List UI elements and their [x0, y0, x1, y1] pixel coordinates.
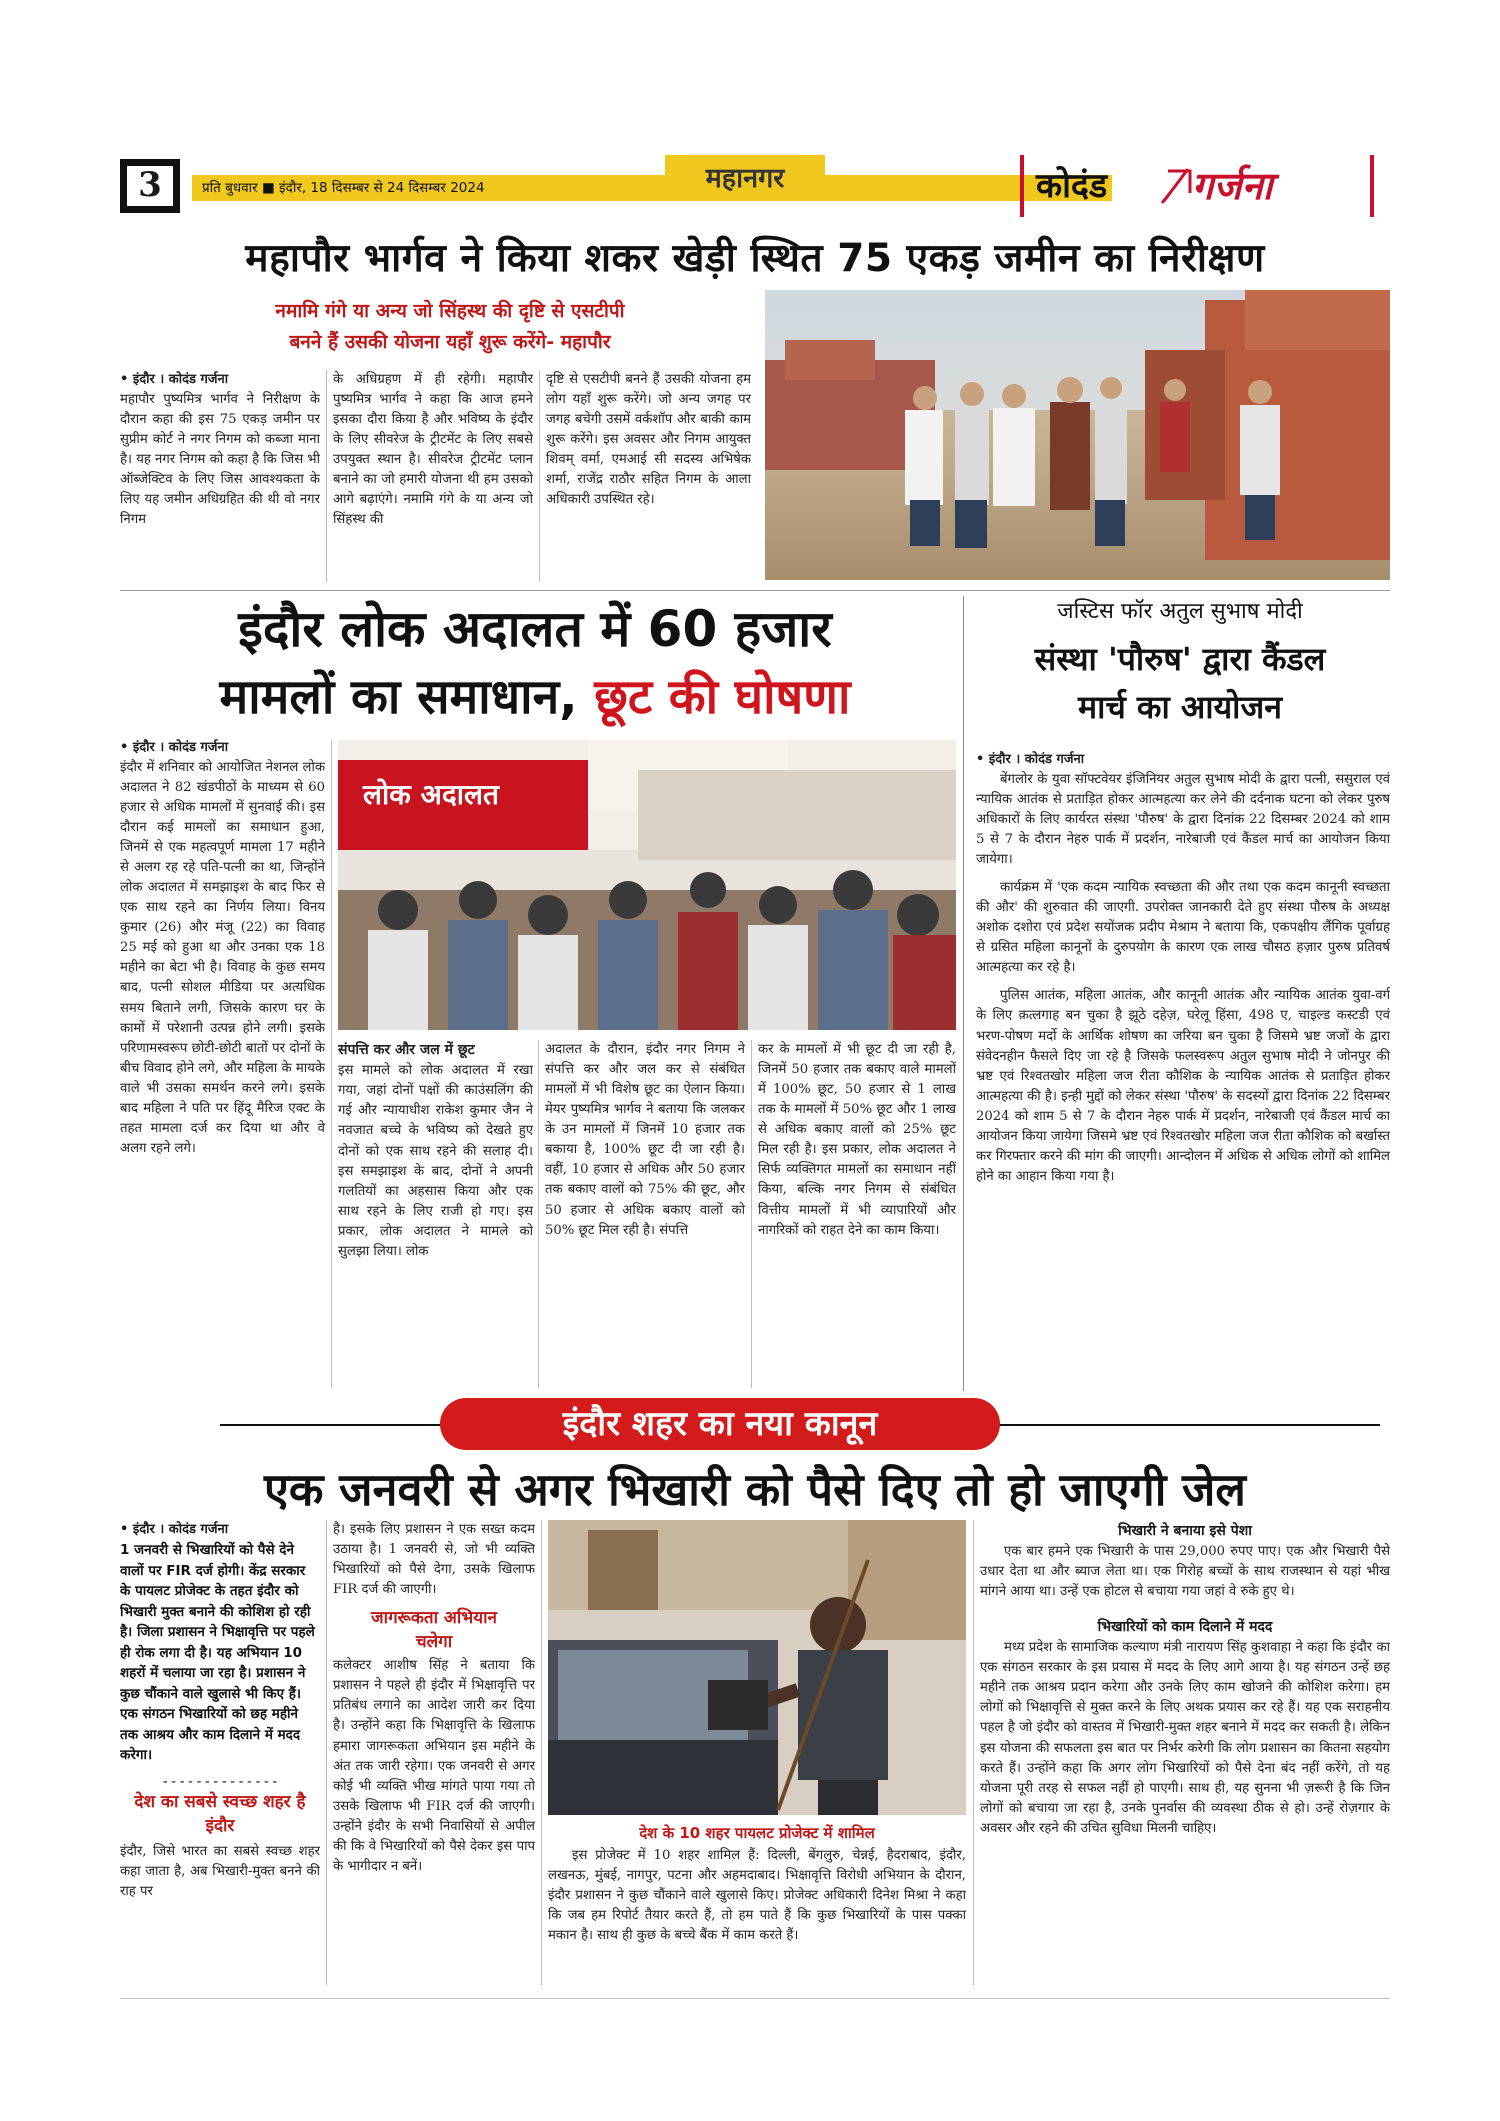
story1-photo [765, 290, 1390, 580]
page-number: 3 [138, 165, 162, 205]
story1-subhead-line2: बनने हैं उसकी योजना यहाँ शुरू करेंगे- महापौर [289, 331, 611, 353]
story4-sub4: भिखारियों को काम दिलाने में मदद [1097, 1619, 1273, 1636]
story1-column-3: दृष्टि से एसटीपी बनने हैं उसकी योजना हम लोग यहाँ शुरू करेंगे। जो अन्य जगह पर जगह बचेगी उसमें वर्कशॉप और बाकी काम शुरू करेंगे। इस अवसर और निगम आयुक्त शिवम् वर्मा, एमआई सी सदस्य अभिषेक शर्मा, राजेंद्र राठौर सहित निगम के आला अधिकारी उपस्थित रहे। [546, 372, 751, 508]
story2-byline: • इंदौर । कोदंड गर्जना [120, 740, 229, 755]
story4-banner-text: इंदौर शहर का नया कानून [562, 1404, 878, 1444]
story4-sub3-text: एक बार हमने एक भिखारी के पास 29,000 रुपए पाए। एक और भिखारी पैसे उधार देता था और ब्याज लेता था। एक गिरोह बच्चों के साथ राजस्थान से यहां भीख मांगने आया था। उन्हें एक होटल से बचाया गया जहां वे रुके हुए थे। [980, 1544, 1390, 1600]
story4-headline: एक जनवरी से अगर भिखारी को पैसे दिए तो हो जाएगी जेल [264, 1463, 1246, 1516]
story3-para-2: कार्यक्रम में 'एक कदम न्यायिक स्वच्छता की और तथा एक कदम कानूनी स्वच्छता की और' की शुरुवात की जाएगी. उपरोक्त जानकारी देते हुए संस्था पौरुष के अध्यक्ष अशोक दशोरा एवं प्रदेश सयोंजक प्रदीप मेश्राम ने बताया कि, एकपक्षीय लैंगिक पूर्वाग्रह से ग्रसित महिला कानूनों के दुरुपयोग के कारण एक लाख चौसठ हज़ार पुरुष प्रतिवर्ष आत्महत्या कर रहे है। [976, 880, 1390, 976]
logo-text-dark: कोदंड [1036, 166, 1108, 206]
column-divider [751, 1040, 752, 1388]
logo-bar-right [1370, 155, 1374, 217]
story3-kicker: जस्टिस फॉर अतुल सुभाष मोदी [1057, 599, 1303, 624]
story4-byline: • इंदौर । कोदंड गर्जना [120, 1522, 229, 1537]
story1-column-1 [120, 370, 320, 585]
mayor-inspection-photo [765, 290, 1390, 580]
story3-headline-line1: संस्था 'पौरुष' द्वारा कैंडल [1034, 640, 1326, 678]
story4-column-2 [333, 1520, 535, 1990]
column-divider [326, 1520, 327, 1985]
column-divider [973, 1520, 974, 1985]
story4-sub1: देश का सबसे स्वच्छ शहर है इंदौर [134, 1791, 306, 1836]
story3-byline: • इंदौर । कोदंड गर्जना [976, 752, 1085, 767]
story3-headline-line2: मार्च का आयोजन [1078, 688, 1282, 726]
masthead [120, 155, 1390, 217]
lok-adalat-banner: लोक अदालत [363, 778, 499, 811]
beggar-photo [548, 1520, 966, 1815]
story1-col1-text: महापौर पुष्यमित्र भार्गव ने निरीक्षण के दौरान कहा की इस 75 एकड़ जमीन पर सुप्रीम कोर्ट ने नगर निगम को कब्जा माना है। यह नगर निगम को कहा है कि जिस भी ऑब्जेक्टिव के लिए जिस आवश्यकता के लिए यह जमीन अधिग्रहित की थी वो नगर निगम [120, 391, 320, 528]
story1-byline: • इंदौर । कोदंड गर्जना [120, 372, 229, 387]
story3-para-3: पुलिस आतंक, महिला आतंक, और कानूनी आतंक और न्यायिक आतंक युवा-वर्ग के लिए क़त्लगाह बन चुका है झूठे दहेज़, घरेलू हिंसा, 498 ए, चाइल्ड कस्टडी एवं भरण-पोषण मर्दो के आर्थिक शोषण का जरिया बन चुका है जिसमे भ्रष्ट जजों के द्वारा संवेदनहीन फैसले दिए जा रहे है जिसके फलस्वरूप अतुल सुभाष मोदी ने जोनपुर की भ्रष्ट एवं रिश्वतखोर महिला जज रीता कौशिक के न्यायिक आतंक से प्रताड़ित होकर आत्महत्या की है। इन्ही मुद्दों को लेकर संस्था 'पौरुष' के सदस्यों द्वारा दिनांक 22 दिसम्बर 2024 को शाम 5 से 7 के दौरान नेहरु पार्क में प्रदर्शन, नारेबाजी एवं कैंडल मार्च का आयोजन किया जायेगा जिसमे भ्रष्ट एवं रिश्वतखोर महिला जज रीता कौशिक को बर्खास्त कर गिरफ्तार करने की मांग की जाएगी। आन्दोलन में अधिक से अधिक लोगों को शामिल होने का आहान किया गया है। [976, 988, 1390, 1184]
story2-column-2 [338, 1040, 533, 1390]
story4-sub3: भिखारी ने बनाया इसे पेशा [1118, 1523, 1252, 1539]
section-divider [120, 590, 1390, 591]
story2-column-3: अदालत के दौरान, इंदौर नगर निगम ने संपत्ति कर और जल कर से संबंधित मामलों में भी विशेष छूट का ऐलान किया। मेयर पुष्यमित्र भार्गव ने बताया कि जलकर के उन मामलों में जिनमें 10 हजार तक बकाया है, 100% छूट दी जा रही है। वहीं, 10 हजार से अधिक और 50 हजार तक बकाए वालों को 75% की छूट, और 50 हजार से अधिक बकाए वालों को 50% छूट मिल रही है। संपत्ति [545, 1042, 745, 1238]
column-divider [538, 1040, 539, 1388]
story2-headline-red: छूट की घोषणा [594, 669, 851, 725]
story2-col1-text: इंदौर में शनिवार को आयोजित नेशनल लोक अदालत ने 82 खंडपीठों के माध्यम से 60 हजार से अधिक मामलों में सुनवाई की। इस दौरान कई मामलों का समाधान हुआ, जिनमें से एक महत्वपूर्ण मामला 17 महीने से अलग रह रहे पति-पत्नी का था, जिन्होंने लोक अदालत में समझाइश के बाद फिर से एक साथ रहने का निर्णय लिया। विनय कुमार (26) और मंजू (22) का विवाह 25 मई को हुआ था और उनका एक 18 महीने का बेटा भी है। विवाह के कुछ समय बाद, पत्नी सोशल मीडिया पर अत्यधिक समय बिताने लगी, जिसके कारण घर के कामों में परेशानी उत्पन्न होने लगी। इसके परिणामस्वरूप छोटी-छोटी बातों पर दोनों के बीच विवाद होने लगे, और महिला के मायके वाले भी उसका समर्थन करने लगे। इसके बाद महिला ने पति पर हिंदू मैरिज एक्ट के तहत मामला दर्ज कर दिया था और वे अलग रहने लगे। [120, 759, 325, 1156]
story2-photo [338, 740, 956, 1030]
story4-photo-caption: देश के 10 शहर पायलट प्रोजेक्ट में शामिल [639, 1824, 875, 1842]
logo-text-red: गर्जना [1192, 164, 1273, 208]
story-divider [963, 596, 964, 1391]
story2-headline-black: मामलों का समाधान, [219, 669, 578, 725]
logo [1030, 157, 1350, 213]
story3-body [976, 750, 1390, 1390]
story4-sub1-text: इंदौर, जिसे भारत का सबसे स्वच्छ शहर कहा जाता है, अब भिखारी-मुक्त बनने की राह पर [120, 1843, 320, 1899]
story2-col2-text: इस मामले को लोक अदालत में रखा गया, जहां दोनों पक्षों की काउंसलिंग की गई और न्यायाधीश राकेश कुमार जैन ने नवजात बच्चे के भविष्य को देखते हुए दोनों को एक साथ रहने की सलाह दी। इस समझाइश के बाद, दोनों ने अपनी गलतियों का अहसास किया और एक साथ रहने के लिए राजी हो गए। इस प्रकार, लोक अदालत ने मामले को सुलझा लिया। लोक [338, 1063, 533, 1259]
page-bottom-rule [120, 1998, 1390, 1999]
story2-column-1 [120, 738, 325, 1393]
column-divider [541, 1520, 542, 1985]
story4-column-3: इस प्रोजेक्ट में 10 शहर शामिल हैं: दिल्ली, बेंगलुरु, चेन्नई, हैदराबाद, इंदौर, लखनऊ, मुंबई, नागपुर, पटना और अहमदाबाद। भिक्षावृत्ति विरोधी अभियान के दौरान, इंदौर प्रशासन ने कुछ चौंकाने वाले खुलासे किए। प्रोजेक्ट अधिकारी दिनेश मिश्रा ने कहा कि जब हम रिपोर्ट तैयार करते हैं, तो हम पाते हैं कि कुछ भिखारियों के पास पक्का मकान है। साथ ही कुछ के बच्चे बैंक में काम करते हैं। [548, 1848, 966, 1944]
story4-sub4-text: मध्य प्रदेश के सामाजिक कल्याण मंत्री नारायण सिंह कुशवाहा ने कहा कि इंदौर का एक संगठन सरकार के इस प्रयास में मदद के लिए आगे आया है। यह संगठन उन्हें छह महीने तक आश्रय प्रदान करेगा और उनके लिए काम खोजने की कोशिश करेगा। हम लोगों को भिक्षावृत्ति से मुक्त करने के लिए अथक प्रयास कर रहे हैं। यह एक सराहनीय पहल है जो इंदौर को वास्तव में भिखारी-मुक्त शहर बनाने में मदद कर सकती है। लेकिन इस योजना की सफलता इस बात पर निर्भर करेगी कि लोग प्रशासन का कितना सहयोग करते हैं। उन्होंने कहा कि अगर लोग भिखारियों को पैसे देना बंद नहीं करेंगे, तो यह योजना पूरी तरह से सफल नहीं हो पाएगी। साथ ही, यह सुनना भी ज़रूरी है कि जिन लोगों को बचाया जा रहा है, उनके पुनर्वास की व्यवस्था ठीक से हो। उन्हें रोज़गार के अवसर और रहने की उचित सुविधा मिलनी चाहिए। [980, 1640, 1390, 1836]
column-divider [326, 370, 327, 582]
story4-banner [440, 1398, 1000, 1450]
story2-headline-line2 [120, 664, 950, 730]
story4-column-1 [120, 1520, 320, 1990]
story1-headline: महापौर भार्गव ने किया शकर खेड़ी स्थित 75 एकड़ जमीन का निरीक्षण [245, 236, 1265, 281]
story4-divider: -------------- [160, 1773, 279, 1790]
story3-para-1: बेंगलोर के युवा सॉफ्टवेयर इंजिनियर अतुल सुभाष मोदी के द्वारा पत्नी, ससुराल एवं न्यायिक आतंक से प्रताड़ित होकर आत्महत्या कर लेने की दर्दनाक घटना को लेकर पुरुष अधिकारों के लिए कार्यरत संस्था 'पौरुष' के द्वारा दिनांक 22 दिसम्बर 2024 को शाम 5 से 7 के दौरान नेहरु पार्क में प्रदर्शन, नारेबाजी एवं कैंडल मार्च का आयोजन किया जायेगा। [976, 771, 1390, 867]
logo-bow-icon [1160, 165, 1194, 205]
dateline: प्रति बुधवार ■ इंदौर, 18 दिसम्बर से 24 दिसम्बर 2024 [202, 180, 485, 196]
story4-col2-body: कलेक्टर आशीष सिंह ने बताया कि प्रशासन ने पहले ही इंदौर में भिक्षावृत्ति पर प्रतिबंध लगाने का आदेश जारी कर दिया है। उन्होंने कहा कि भिक्षावृत्ति के खिलाफ हमारा जागरूकता अभियान इस महीने के अंत तक जारी रहेगा। एक जनवरी से अगर कोई भी व्यक्ति भीख मांगते पाया गया तो उसके खिलाफ भी FIR दर्ज की जाएगी। उन्होंने इंदौर के सभी निवासियों से अपील की कि वे भिखारियों को पैसे देकर इस पाप के भागीदार न बनें। [333, 1658, 535, 1874]
story4-lead: 1 जनवरी से भिखारियों को पैसे देने वालों पर FIR दर्ज होगी। केंद्र सरकार के पायलट प्रोजेक्ट के तहत इंदौर को भिखारी मुक्त बनाने की कोशिश हो रही है। जिला प्रशासन ने भिक्षावृत्ति पर पहले ही रोक लगा दी है। यह अभियान 10 शहरों में चलाया जा रहा है। प्रशासन ने कुछ चौंकाने वाले खुलासे भी किए हैं। एक संगठन भिखारियों को छह महीने तक आश्रय और काम दिलाने में मदद करेगा। [120, 1542, 315, 1764]
section-name: महानगर [705, 163, 785, 194]
story2-col2-heading: संपत्ति कर और जल में छूट [338, 1042, 475, 1058]
column-divider [539, 370, 540, 582]
story2-column-4: कर के मामलों में भी छूट दी जा रही है, जिनमें 50 हजार तक बकाए वाले मामलों में 100% छूट, 50 हजार से 1 लाख तक के मामलों में 50% छूट और 1 लाख से अधिक बकाए वालों को 25% छूट मिल रही है। इस प्रकार, लोक अदालत ने सिर्फ व्यक्तिगत मामलों का समाधान नहीं किया, बल्कि नगर निगम से संबंधित वित्तीय मामलों में भी व्यापारियों और नागरिकों को राहत देने का काम किया। [758, 1042, 956, 1238]
story2-headline-line1: इंदौर लोक अदालत में 60 हजार [238, 600, 832, 658]
column-divider [331, 740, 332, 1388]
story4-sub2: जागरूकता अभियान चलेगा [371, 1608, 497, 1653]
story1-column-2: के अधिग्रहण में ही रहेगी। महापौर पुष्यमित्र भार्गव ने कहा कि आज हमने इसका दौरा किया है और भविष्य के इंदौर के लिए सीवरेज के ट्रीटमेंट के लिए सबसे उपयुक्त स्थान है। सीवरेज ट्रीटमेंट प्लान बनाने का जो हमारी योजना थी हम उसको आगे बढ़ाएंगे। नमामि गंगे के या अन्य जो सिंहस्थ की [333, 372, 533, 528]
story4-col2-top: है। इसके लिए प्रशासन ने एक सख्त कदम उठाया है। 1 जनवरी से, जो भी व्यक्ति भिखारियों को पैसे देगा, उसके खिलाफ FIR दर्ज की जाएगी। [333, 1522, 535, 1598]
story4-column-4 [980, 1520, 1390, 1990]
story1-subhead-line1: नमामि गंगे या अन्य जो सिंहस्थ की दृष्टि से एसटीपी [275, 300, 625, 322]
logo-bar-left [1020, 155, 1024, 217]
story4-photo [548, 1520, 966, 1815]
